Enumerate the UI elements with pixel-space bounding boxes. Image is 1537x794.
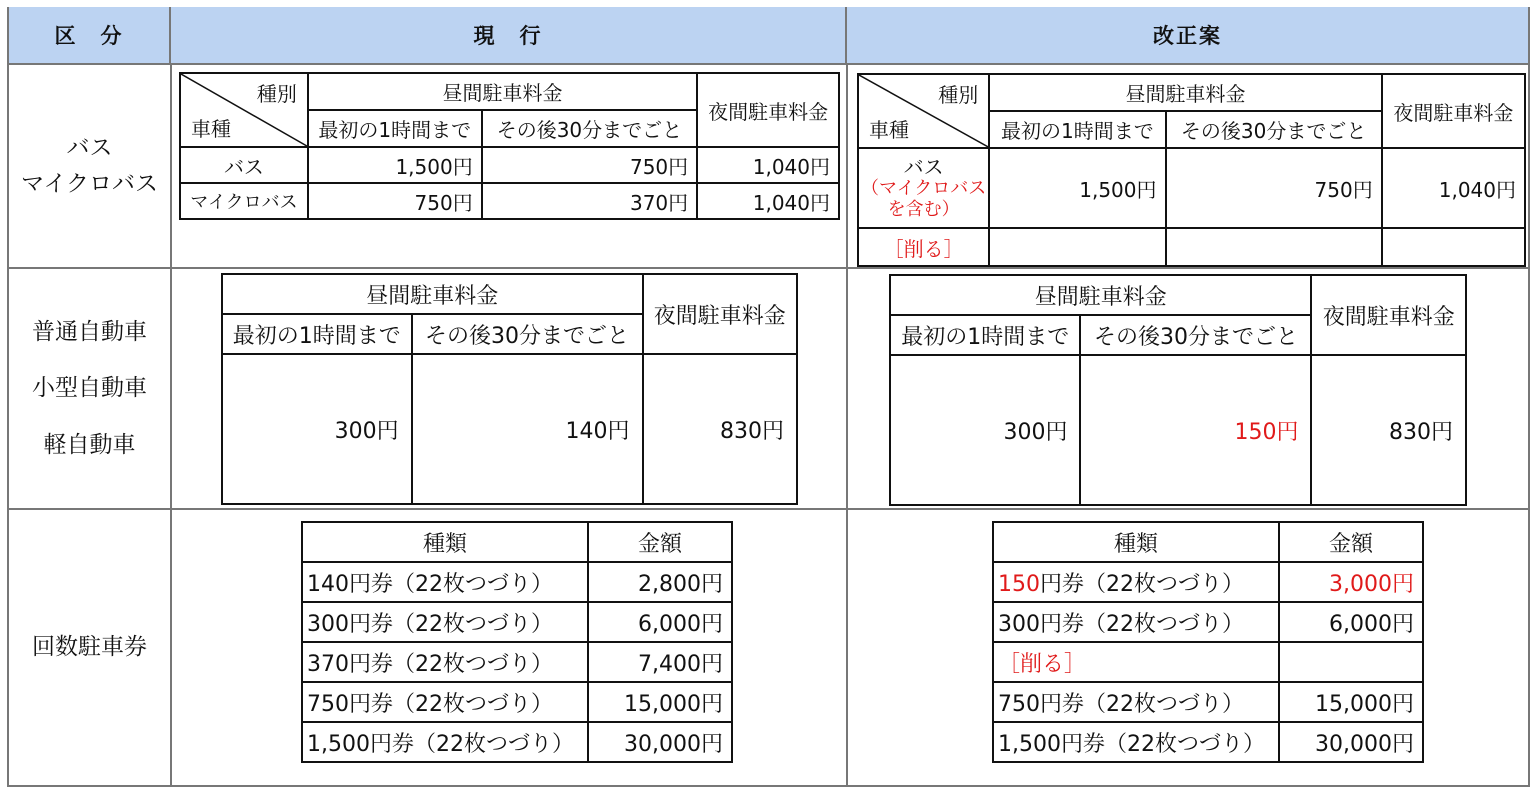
bus-current-vehicle-header: 車種 <box>191 117 231 141</box>
table-row <box>302 562 732 602</box>
bus-current-first-header: 最初の1時間まで <box>308 110 482 147</box>
bus-current-after-cell: 370円 <box>482 183 697 219</box>
ticket-revised-amount-cell: 6,000円 <box>1279 602 1423 642</box>
bus-revised-vehicle-note1: （マイクロバス <box>861 177 987 199</box>
ticket-revised-table <box>992 521 1424 763</box>
table-row <box>222 354 797 504</box>
bus-revised-vehicle-cell <box>858 148 989 228</box>
row-divider-1 <box>9 267 1528 269</box>
table-row <box>993 682 1423 722</box>
car-current-table <box>221 273 798 505</box>
ticket-revised-deleted-marker: ［削る］ <box>993 642 1279 682</box>
row-label-bus-line2: マイクロバス <box>20 171 159 197</box>
bus-current-first-cell: 750円 <box>308 183 482 219</box>
bus-current-night-header: 夜間駐車料金 <box>697 73 839 147</box>
table-row <box>302 642 732 682</box>
ticket-revised-kind-cell: 1,500円券（22枚つづり） <box>993 722 1279 762</box>
car-revised-after-cell: 150円 <box>1080 355 1311 505</box>
table-row <box>993 722 1423 762</box>
bus-current-night-cell: 1,040円 <box>697 147 839 183</box>
bus-revised-corner <box>858 74 989 148</box>
empty-cell <box>1166 228 1382 266</box>
bus-revised-night-cell: 1,040円 <box>1382 148 1525 228</box>
table-row <box>858 228 1525 266</box>
ticket-current-amount-cell: 2,800円 <box>588 562 732 602</box>
row-label-car <box>9 269 170 508</box>
ticket-current-kind-cell: 370円券（22枚つづり） <box>302 642 588 682</box>
ticket-current-kind-cell: 1,500円券（22枚つづり） <box>302 722 588 762</box>
table-row <box>993 562 1423 602</box>
bus-current-table <box>179 72 840 220</box>
row-divider-2 <box>9 508 1528 510</box>
table-row <box>890 355 1466 505</box>
car-revised-after-header: その後30分までごと <box>1080 315 1311 355</box>
column-divider-2 <box>846 65 848 785</box>
row-label-ticket-text: 回数駐車券 <box>32 633 147 660</box>
car-revised-night-cell: 830円 <box>1311 355 1466 505</box>
bus-current-after-cell: 750円 <box>482 147 697 183</box>
table-row <box>858 148 1525 228</box>
bus-current-vehicle-cell: バス <box>180 147 308 183</box>
ticket-current-kind-cell: 750円券（22枚つづり） <box>302 682 588 722</box>
ticket-revised-kind-cell <box>993 562 1279 602</box>
table-row <box>302 602 732 642</box>
bus-revised-vehicle-header: 車種 <box>869 118 909 142</box>
car-revised-day-header: 昼間駐車料金 <box>890 275 1311 315</box>
ticket-current-amount-cell: 7,400円 <box>588 642 732 682</box>
car-current-first-header: 最初の1時間まで <box>222 314 412 354</box>
column-divider-1 <box>170 65 172 785</box>
header-current <box>171 7 847 65</box>
car-current-night-cell: 830円 <box>643 354 797 504</box>
car-current-day-header: 昼間駐車料金 <box>222 274 643 314</box>
car-current-after-header: その後30分までごと <box>412 314 643 354</box>
car-current-night-header: 夜間駐車料金 <box>643 274 797 354</box>
header-revised <box>847 7 1528 65</box>
car-revised-first-header: 最初の1時間まで <box>890 315 1080 355</box>
ticket-revised-amount-cell: 30,000円 <box>1279 722 1423 762</box>
bus-current-after-header: その後30分までごと <box>482 110 697 147</box>
empty-cell <box>989 228 1165 266</box>
ticket-revised-kind-suffix: 円券（22枚つづり） <box>1040 571 1244 597</box>
ticket-revised-kind-cell: 750円券（22枚つづり） <box>993 682 1279 722</box>
bus-revised-type-header: 種別 <box>938 83 979 107</box>
table-row <box>993 642 1423 682</box>
header-revised-label: 改正案 <box>1153 24 1222 48</box>
car-revised-table <box>889 274 1467 506</box>
header-current-label: 現 行 <box>473 24 543 48</box>
bus-current-vehicle-cell: マイクロバス <box>180 183 308 219</box>
bus-current-corner <box>180 73 308 147</box>
bus-revised-table <box>857 73 1526 267</box>
car-revised-night-header: 夜間駐車料金 <box>1311 275 1466 355</box>
empty-cell <box>1279 642 1423 682</box>
car-current-first-cell: 300円 <box>222 354 412 504</box>
ticket-current-amount-cell: 15,000円 <box>588 682 732 722</box>
table-row <box>993 602 1423 642</box>
bus-revised-deleted-marker: ［削る］ <box>858 228 989 266</box>
row-label-car-line3: 軽自動車 <box>43 431 136 458</box>
ticket-revised-kind-changed-value: 150 <box>998 571 1040 597</box>
table-row <box>302 722 732 762</box>
ticket-current-table <box>301 521 733 763</box>
bus-revised-first-header: 最初の1時間まで <box>989 111 1165 148</box>
row-label-car-line1: 普通自動車 <box>32 318 147 345</box>
ticket-revised-kind-cell: 300円券（22枚つづり） <box>993 602 1279 642</box>
table-row <box>302 682 732 722</box>
bus-revised-vehicle-name: バス <box>903 154 944 179</box>
bus-current-first-cell: 1,500円 <box>308 147 482 183</box>
bus-revised-after-cell: 750円 <box>1166 148 1382 228</box>
car-revised-first-cell: 300円 <box>890 355 1080 505</box>
header-category <box>9 7 171 65</box>
bus-current-day-header: 昼間駐車料金 <box>308 73 697 110</box>
bus-current-type-header: 種別 <box>256 82 297 106</box>
row-label-bus <box>9 67 170 267</box>
ticket-current-amount-cell: 30,000円 <box>588 722 732 762</box>
bus-revised-night-header: 夜間駐車料金 <box>1382 74 1525 148</box>
row-label-ticket <box>9 510 170 785</box>
ticket-current-amount-cell: 6,000円 <box>588 602 732 642</box>
empty-cell <box>1382 228 1525 266</box>
header-category-label: 区 分 <box>54 24 124 48</box>
row-label-car-line2: 小型自動車 <box>32 375 147 402</box>
ticket-current-kind-cell: 300円券（22枚つづり） <box>302 602 588 642</box>
bus-revised-after-header: その後30分までごと <box>1166 111 1382 148</box>
ticket-current-kind-cell: 140円券（22枚つづり） <box>302 562 588 602</box>
bus-revised-first-cell: 1,500円 <box>989 148 1165 228</box>
bus-revised-vehicle-note2: を含む） <box>887 198 960 220</box>
bus-revised-day-header: 昼間駐車料金 <box>989 74 1381 111</box>
ticket-current-kind-header: 種類 <box>302 522 588 562</box>
table-row <box>180 147 839 183</box>
ticket-revised-amount-cell: 3,000円 <box>1279 562 1423 602</box>
ticket-revised-kind-header: 種類 <box>993 522 1279 562</box>
ticket-current-amount-header: 金額 <box>588 522 732 562</box>
ticket-revised-amount-cell: 15,000円 <box>1279 682 1423 722</box>
table-row <box>180 183 839 219</box>
bus-current-night-cell: 1,040円 <box>697 183 839 219</box>
row-label-bus-line1: バス <box>66 135 113 162</box>
ticket-revised-amount-header: 金額 <box>1279 522 1423 562</box>
car-current-after-cell: 140円 <box>412 354 643 504</box>
